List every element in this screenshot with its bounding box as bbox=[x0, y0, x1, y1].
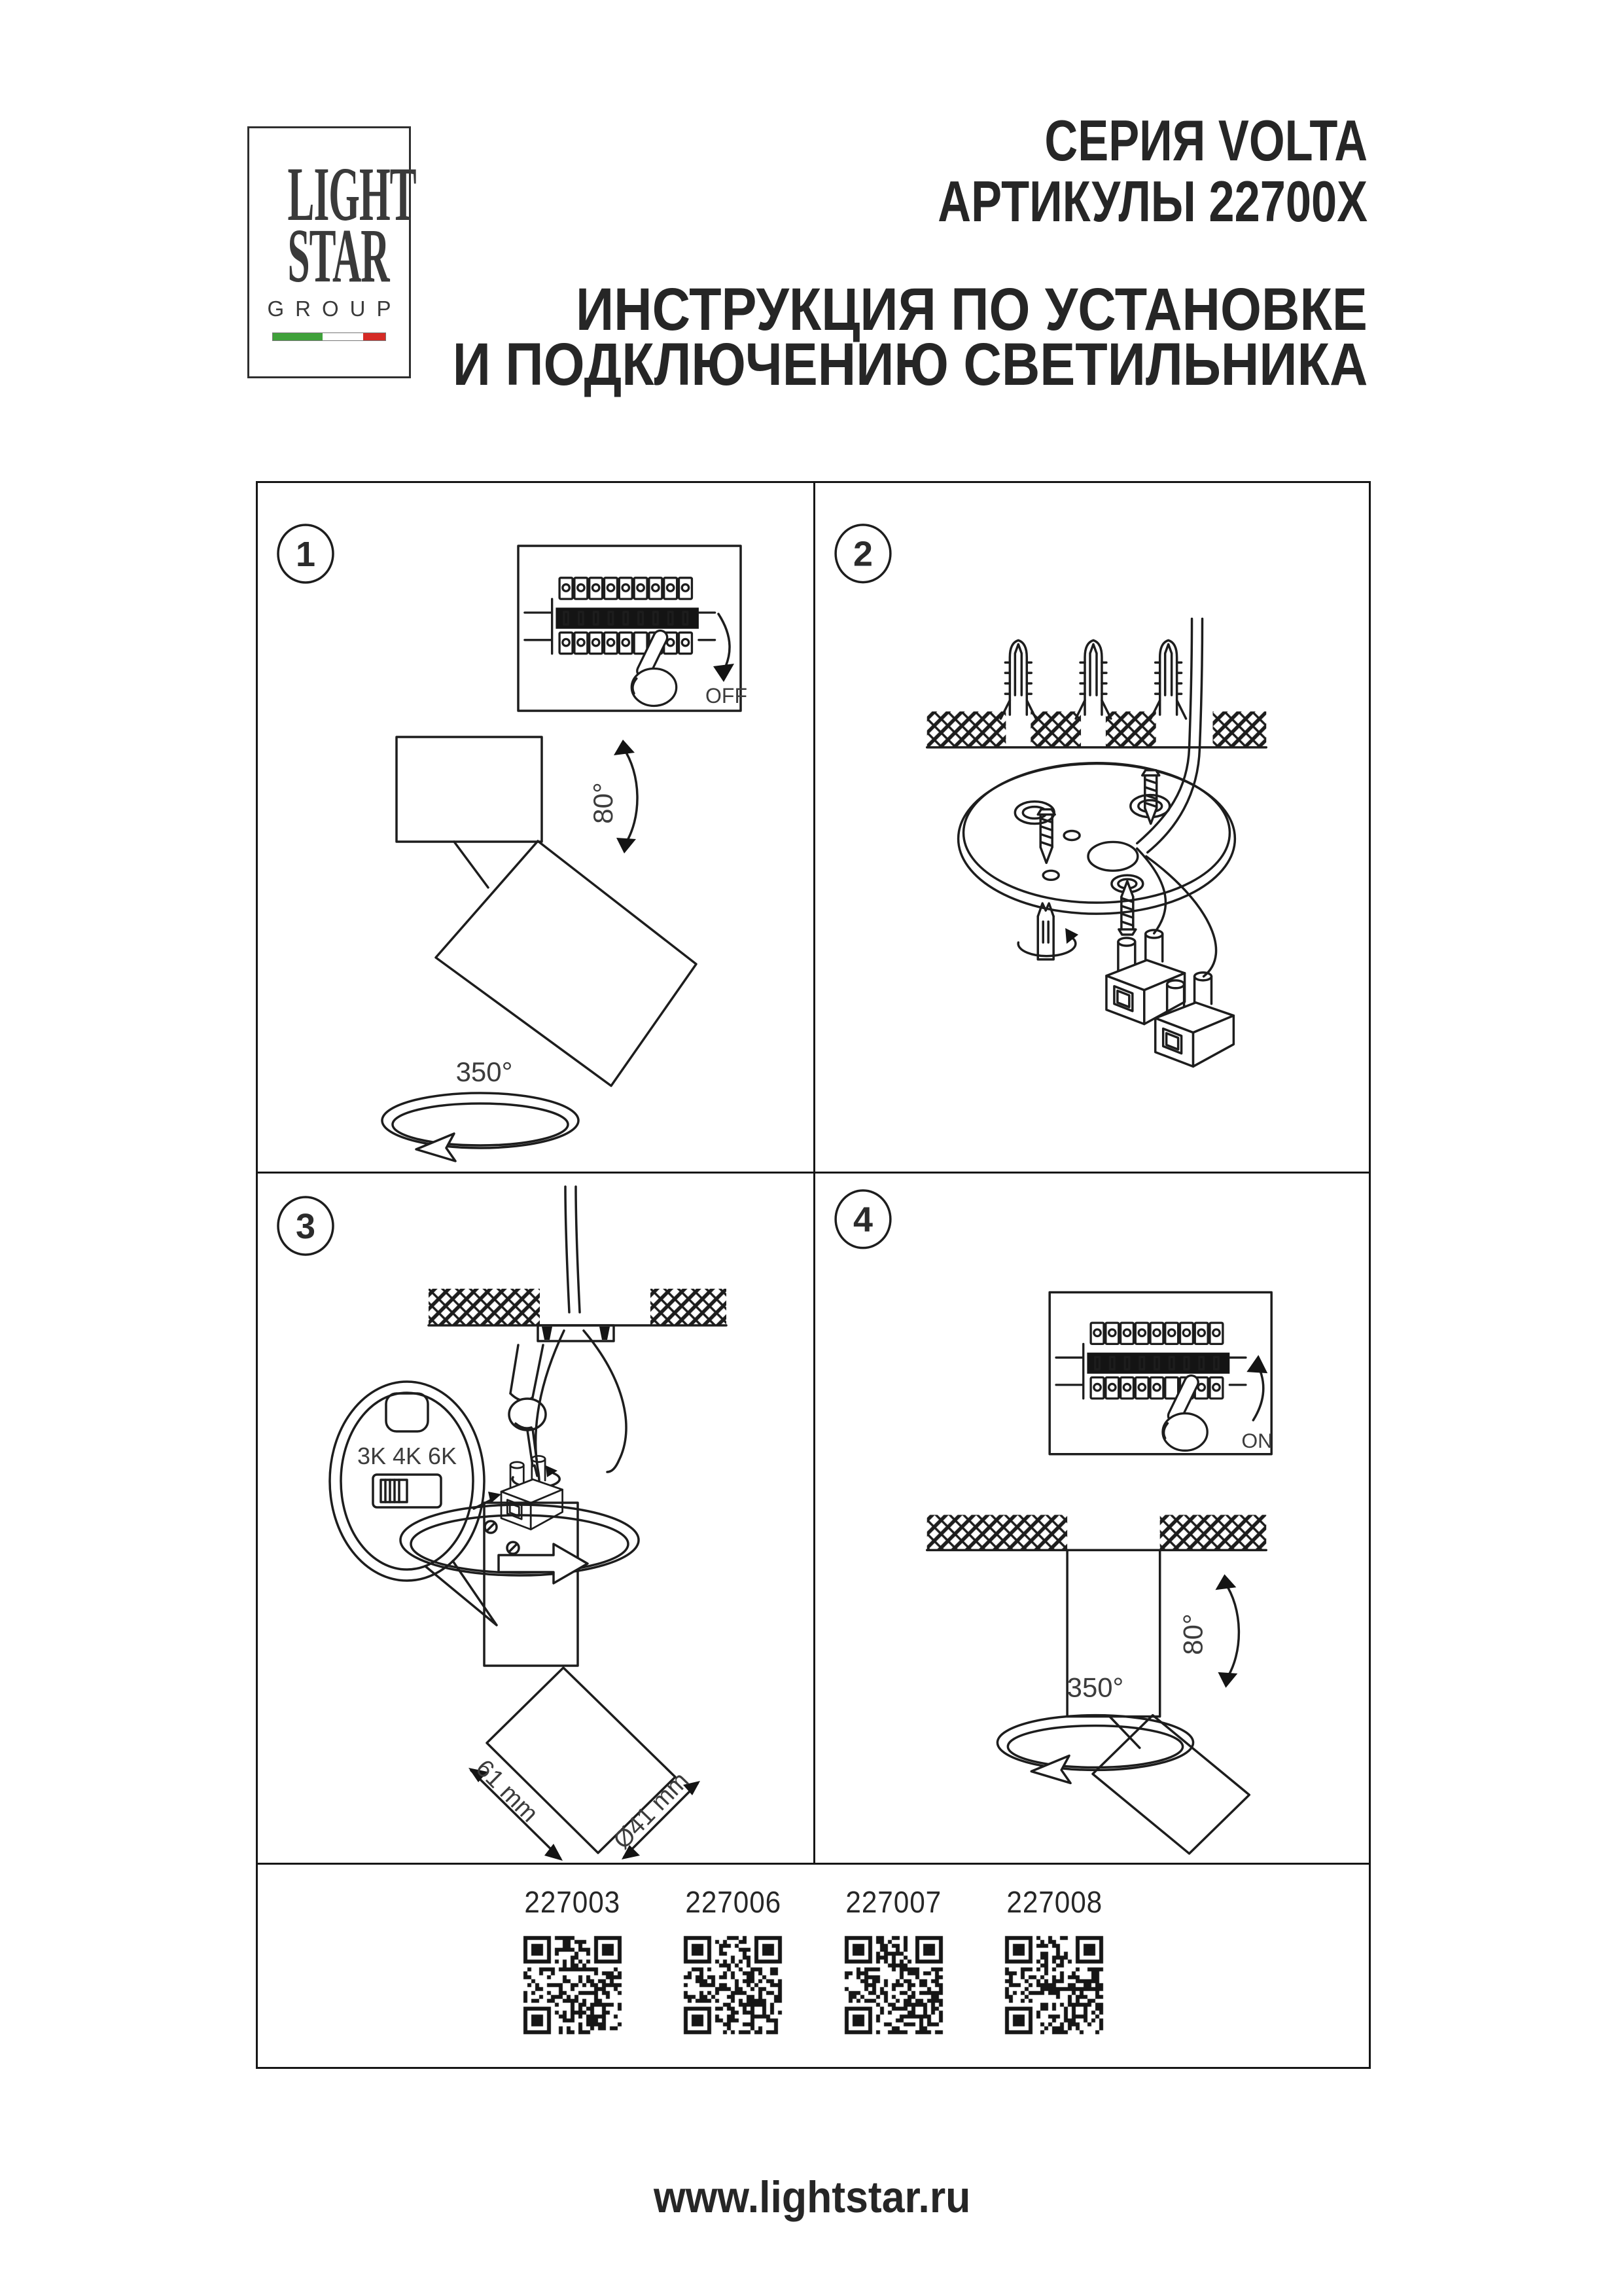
article-code: 227003 bbox=[524, 1885, 621, 1919]
spotlight-lamp bbox=[397, 737, 696, 1086]
article-227006 bbox=[681, 1884, 786, 2036]
cct-switch-icon bbox=[373, 1475, 441, 1507]
screw-icon bbox=[1119, 881, 1136, 935]
instruction-line2: И ПОДКЛЮЧЕНИЮ СВЕТИЛЬНИКА bbox=[452, 331, 1368, 399]
article-227003 bbox=[520, 1884, 625, 2036]
hand-with-screwdriver bbox=[509, 1345, 559, 1488]
breaker-on-inset bbox=[1050, 1292, 1273, 1454]
step-3-drawing bbox=[258, 1174, 813, 1863]
wires-to-terminals bbox=[1137, 848, 1216, 976]
series-title bbox=[328, 110, 1368, 232]
logo-word-group: GROUP bbox=[267, 296, 402, 321]
rotation-angle-label: 350° bbox=[455, 1056, 513, 1087]
instruction-title bbox=[328, 276, 1368, 399]
step-1-drawing bbox=[258, 483, 813, 1172]
qr-code bbox=[1003, 1934, 1105, 2036]
footer bbox=[0, 2172, 1624, 2223]
step-2-drawing bbox=[815, 483, 1369, 1172]
article-227008 bbox=[1002, 1884, 1107, 2036]
ceiling-mounted-plate bbox=[429, 1187, 726, 1341]
lamp-back-icon bbox=[386, 1393, 428, 1431]
step-3-panel bbox=[258, 1174, 815, 1865]
series-line1: СЕРИЯ VOLTA bbox=[1044, 108, 1368, 173]
document-titles bbox=[328, 108, 1368, 399]
terminal-block-icon bbox=[1156, 973, 1234, 1067]
article-227007 bbox=[841, 1884, 946, 2036]
rotation-angle-label: 350° bbox=[1067, 1672, 1124, 1703]
steps-grid bbox=[256, 481, 1371, 2069]
step-4-panel bbox=[815, 1174, 1369, 1865]
screw-icon bbox=[1038, 810, 1055, 863]
step-2-panel bbox=[815, 483, 1369, 1174]
wiring bbox=[535, 1331, 626, 1503]
lamp-head bbox=[436, 841, 696, 1086]
terminal-block-icon bbox=[1106, 930, 1185, 1024]
canopy-plate bbox=[959, 763, 1235, 914]
logo-word-light: LIGHT bbox=[287, 151, 416, 237]
website-url: www.lightstar.ru bbox=[653, 2172, 971, 2222]
series-line2: АРТИКУЛЫ 22700X bbox=[938, 169, 1368, 234]
dimension-41mm bbox=[609, 1767, 700, 1859]
qr-code bbox=[682, 1934, 784, 2036]
article-qr-row bbox=[258, 1865, 1369, 2067]
lamp-body bbox=[397, 737, 542, 842]
breaker-on-label: ON bbox=[1241, 1428, 1273, 1452]
article-code: 227006 bbox=[684, 1885, 781, 1919]
step-number: 1 bbox=[295, 535, 316, 574]
ceiling bbox=[927, 1515, 1267, 1551]
color-temp-label: 3K 4K 6K bbox=[357, 1443, 457, 1469]
qr-code bbox=[521, 1934, 624, 2036]
terminal-screws bbox=[485, 1521, 519, 1554]
article-code: 227008 bbox=[1006, 1885, 1103, 1919]
dim-diameter-label: Ø41 mm bbox=[608, 1767, 695, 1855]
logo-word-star: STAR bbox=[287, 213, 389, 299]
breaker-off-label: OFF bbox=[705, 684, 747, 708]
tilt-angle-label: 80° bbox=[1177, 1613, 1209, 1655]
step-number: 4 bbox=[853, 1200, 873, 1240]
breaker-off-inset bbox=[518, 546, 747, 711]
article-code: 227007 bbox=[845, 1885, 942, 1919]
rotation-arrow-icon bbox=[382, 1093, 578, 1161]
tilt-angle-label: 80° bbox=[588, 782, 618, 824]
color-temp-callout bbox=[330, 1382, 497, 1625]
tilt-arrow-icon bbox=[1215, 1574, 1239, 1688]
ceiling-with-dowels bbox=[927, 640, 1267, 747]
step-4-drawing bbox=[815, 1174, 1369, 1863]
step-1-panel bbox=[258, 483, 815, 1174]
qr-code bbox=[843, 1934, 945, 2036]
terminal-block-icon bbox=[501, 1456, 563, 1529]
instruction-line1: ИНСТРУКЦИЯ ПО УСТАНОВКЕ bbox=[576, 276, 1368, 343]
dim-length-label: 61 mm bbox=[470, 1754, 544, 1828]
step-number: 2 bbox=[853, 534, 873, 574]
step-number: 3 bbox=[295, 1207, 316, 1246]
